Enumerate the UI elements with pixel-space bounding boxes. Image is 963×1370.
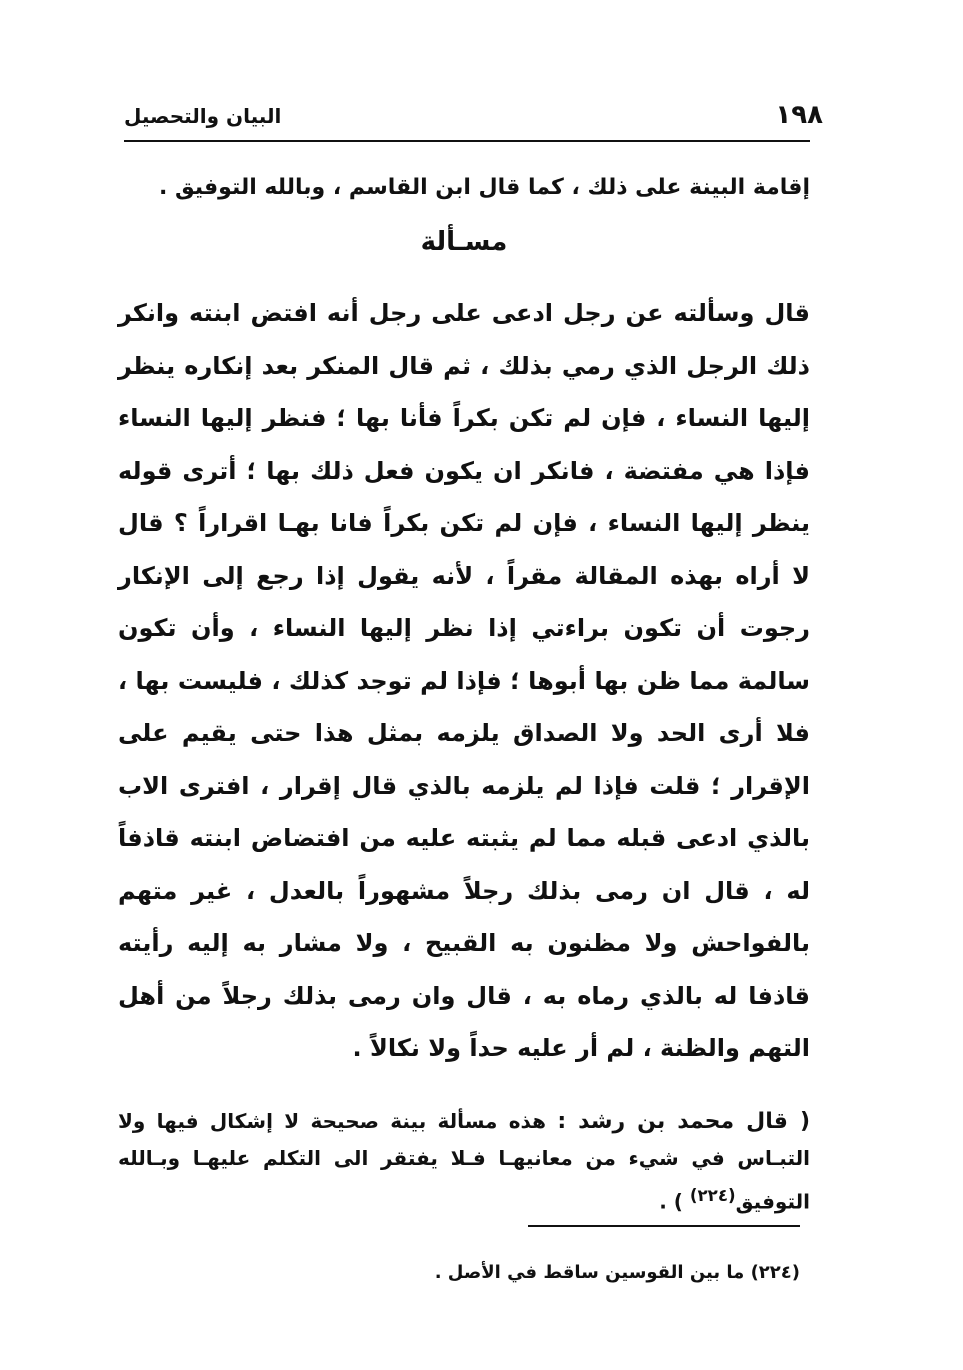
question-paragraph: قال وسألته عن رجل ادعى على رجل أنه افتض ابنته وانكر ذلك الرجل الذي رمي بذلك ، ثم قال المنكر بعد إنكاره ينظر إليها النساء ، فإن لم تكن بكراً فأنا بها ؛ فنظر إليها النساء فإذا هي مفتضة ، فانكر ان يكون فعل ذلك بها ؛ أترى قوله ينظر إليها النساء ، فإن لم تكن بكراً فانا بهـا اقراراً ؟ قال لا أراه بهذه المقالة مقراً ، لأنه يقول إذا رجع إلى الإنكار رجوت أن تكون براءتي إذا نظر إليها النساء ، وأن تكون سالمة مما ظن بها أبوها ؛ فإذا لم توجد كذلك ، فليست بها ، فلا أرى الحد ولا الصداق يلزمه بمثل هذا حتى يقيم على الإقرار ؛ قلت فإذا لم يلزمه بالذي قال إقرار ، افترى الاب بالذي ادعى قبله مما لم يثبته عليه من افتضاض ابنته قاذفاً له ، قال ان رمى بذلك رجلاً مشهوراً بالعدل ، غير متهم بالفواحش ولا مظنون به القبيح ، ولا مشار به إليه رأيته قاذفا له بالذي رماه به ، قال وان رمى بذلك رجلاً من أهل التهم والظنة ، لم أر عليه حداً ولا نكالاً . [118, 299, 810, 1062]
commentary-closing: ) . [659, 1189, 690, 1214]
header-divider [124, 140, 810, 142]
footnote-divider [528, 1225, 800, 1227]
section-heading: مسـألة [420, 227, 508, 257]
running-title: البيان والتحصيل [124, 104, 282, 128]
footnote: (٢٢٤) ما بين القوسين ساقط في الأصل . [434, 1262, 800, 1283]
intro-paragraph: إقامة البينة على ذلك ، كما قال ابن القاسم ، وبالله التوفيق . [158, 175, 810, 200]
page-content [118, 163, 810, 1220]
page-number: ١٩٨ [775, 100, 823, 130]
commentary-paragraph [118, 1103, 810, 1221]
commentary-lead: ( قال محمد بن رشد : [557, 1108, 811, 1134]
commentary-text: هذه مسألة بينة صحيحة لا إشكال فيها ولا التبـاس في شيء من معانيهـا فـلا يفتقر الى التكلم عليهـا وبـالله التوفيق [118, 1108, 810, 1214]
footnote-reference: (٢٢٤) [689, 1185, 736, 1205]
